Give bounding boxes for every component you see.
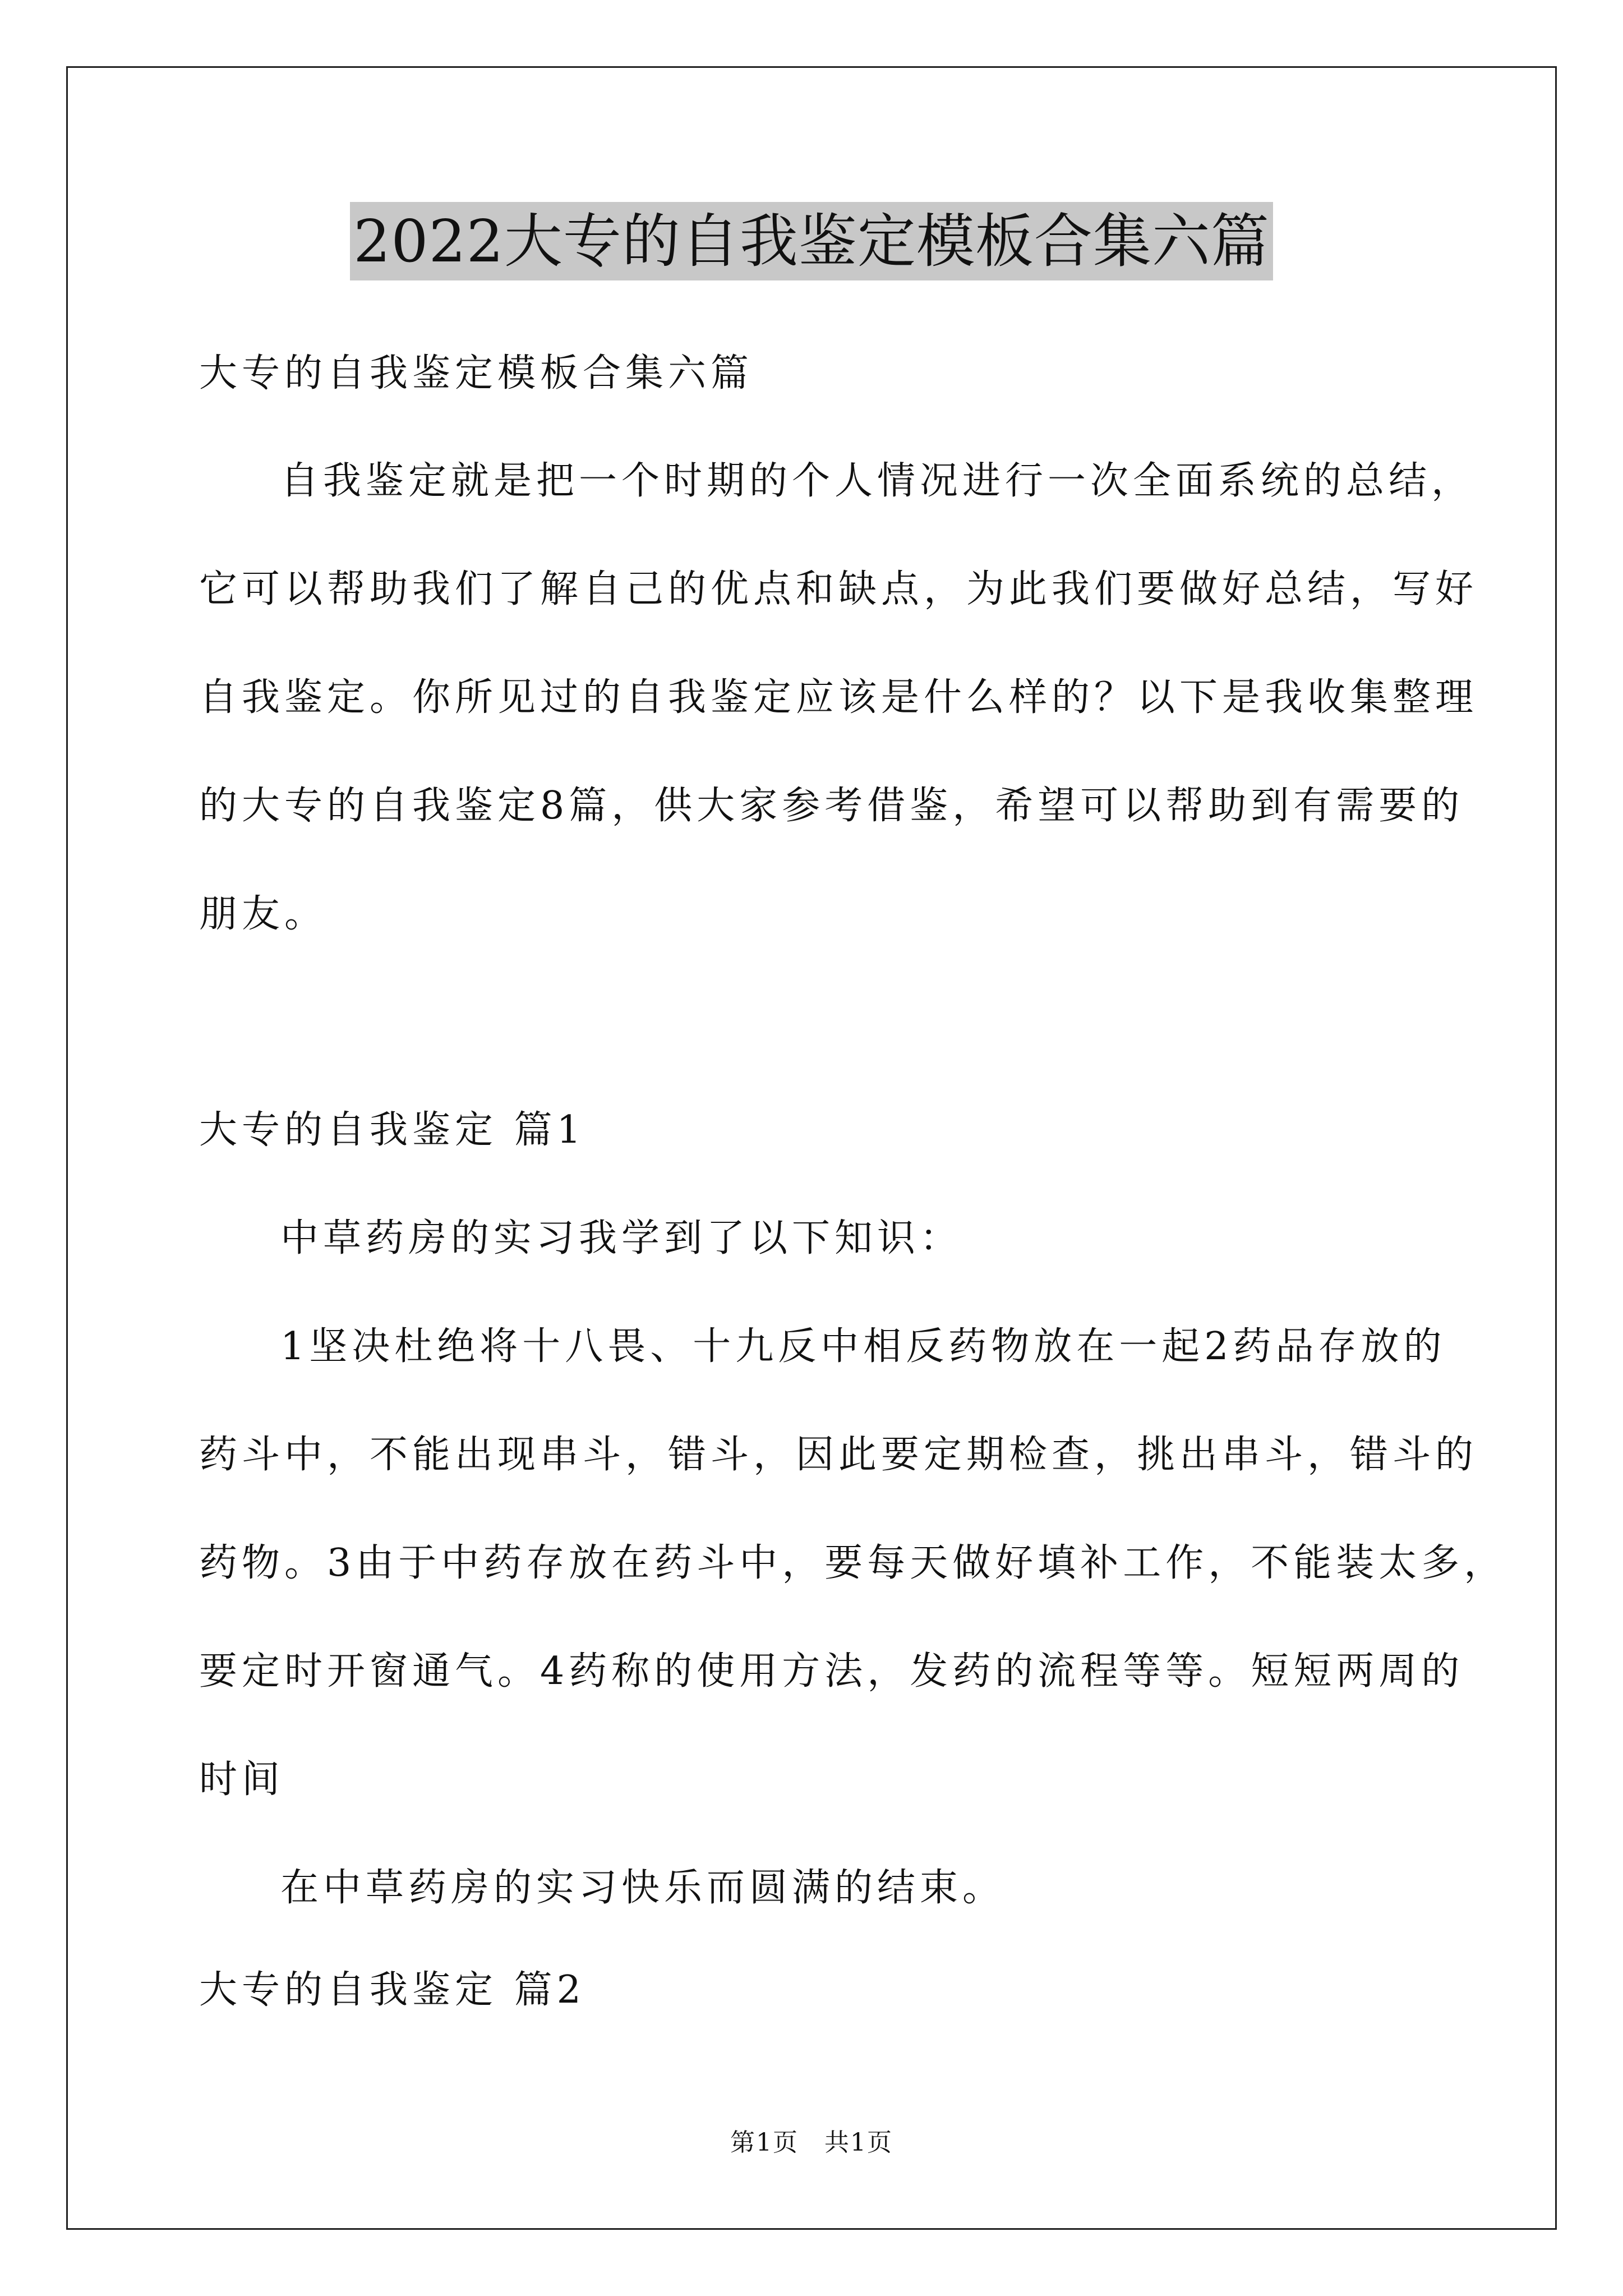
section-heading: 大专的自我鉴定 篇2 [199,1968,585,2012]
intro-line: 朋友。 [199,892,328,936]
section-line: 要定时开窗通气。4药称的使用方法，发药的流程等等。短短两周的 [199,1649,1464,1694]
section-line: 1坚决杜绝将十八畏、十九反中相反药物放在一起2药品存放的 [280,1324,1446,1369]
intro-line: 自我鉴定。你所见过的自我鉴定应该是什么样的？以下是我收集整理 [199,675,1478,720]
section-line: 中草药房的实习我学到了以下知识： [280,1216,963,1260]
section-heading: 大专的自我鉴定 篇1 [199,1108,585,1152]
document-subtitle: 大专的自我鉴定模板合集六篇 [199,351,754,395]
intro-line: 自我鉴定就是把一个时期的个人情况进行一次全面系统的总结， [280,459,1474,503]
page-footer: 第1页 共1页 [730,2128,893,2157]
intro-line: 的大专的自我鉴定8篇，供大家参考借鉴，希望可以帮助到有需要的 [199,784,1464,828]
title-container [0,202,1623,280]
section-line: 药物。3由于中药存放在药斗中，要每天做好填补工作，不能装太多， [199,1541,1507,1585]
section-line: 时间 [199,1757,285,1802]
section-line: 在中草药房的实习快乐而圆满的结束。 [280,1866,1006,1910]
document-title: 2022大专的自我鉴定模板合集六篇 [350,202,1273,280]
section-line: 药斗中，不能出现串斗，错斗，因此要定期检查，挑出串斗，错斗的 [199,1433,1478,1477]
intro-line: 它可以帮助我们了解自己的优点和缺点，为此我们要做好总结，写好 [199,567,1478,611]
